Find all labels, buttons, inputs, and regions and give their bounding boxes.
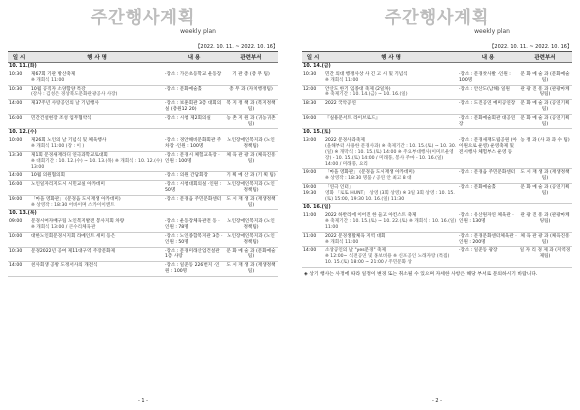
event-content: ·장소 : 문경읍 주민문화센터 (458, 169, 518, 184)
event-time: 09:00 (8, 218, 30, 232)
event-name-cell (30, 85, 164, 100)
event-dept: 총 무 과 (자치행정팀) (224, 85, 278, 100)
event-name-cell (30, 232, 164, 247)
event-name-cell (30, 114, 164, 129)
event-name-cell (30, 172, 164, 181)
day-label: 10. 15.(토) (303, 130, 331, 136)
event-time: 19:00 (302, 169, 324, 184)
event-content: ·장소 : 문경문화센터체육관 ·인원 : 200명 (458, 232, 518, 247)
event-note: ※ 상영작 : 18:30 어바이며 스카이이앤트 (31, 202, 115, 208)
event-dept: 노인장애인복지과 (노인정책팀) (224, 137, 278, 151)
event-time: 11:00 (302, 212, 324, 232)
event-content: ·장소 : 시청 제2회의실 (164, 114, 224, 129)
event-name-cell (324, 183, 458, 203)
event-row (302, 169, 572, 184)
event-content: ·장소 : 경안해비문화회관 주차장 ·인원 : 100명 (164, 137, 224, 151)
event-name: 소상공인의 날 "yes문경" 축제 (325, 248, 386, 254)
event-note: ※ 개회식 11:00 (325, 239, 359, 245)
event-time: 10:00 (8, 232, 30, 247)
event-note: ※ 개회식 11:00 (장 : 이 ) (31, 144, 85, 150)
event-row (8, 85, 278, 100)
event-row (8, 137, 278, 151)
event-time: 14:00 (302, 247, 324, 267)
column-header: 내 용 (164, 52, 224, 63)
column-header: 관련부서 (518, 52, 572, 63)
event-name-cell (324, 247, 458, 267)
event-name: 문경시여자배구팀 노인복지발전 봉사지회 차량 (31, 219, 125, 225)
event-dept: 문 화 예 술 과 (문화예술팀) (224, 247, 278, 262)
event-dept: 문 화 예 술 과 (공연기획팀) (518, 183, 572, 203)
event-content: ·장소 : 일준동 광장 (458, 247, 518, 267)
event-name: 안산도 한기 임종대 축제 (2일차) (325, 86, 391, 92)
event-dept: 노인장애인복지과 (노인정책팀) (224, 232, 278, 247)
event-time: 10:30 (302, 71, 324, 85)
event-note: ※ 상영작 : 18:30 명품 / 공연 안 최고 8 대 (325, 176, 412, 182)
event-name: 노인일자리지도시 시민교실 아카데미 (31, 182, 105, 188)
event-time: 19:00 (8, 195, 30, 210)
event-row (8, 218, 278, 232)
event-time: 13:00 (302, 137, 324, 168)
event-note: ※ 축제기간 : 10. 14.(금) ~ 10. 16.(일) (325, 92, 408, 98)
page-title: 주간행사계획 (384, 8, 490, 28)
event-time: 19:00 (302, 114, 324, 129)
event-dept: 일 자 리 경 제 과 (지역경제팀) (518, 247, 572, 267)
page-number: - 1 - (138, 398, 148, 404)
day-label: 10. 16.(일) (303, 205, 331, 211)
title-block (8, 6, 278, 42)
event-name: 2022 하반리에 이어진 한 들고 아킨스트 축제 (325, 213, 417, 219)
event-name-cell (324, 114, 458, 129)
event-name: 10월 의원협의회 (31, 173, 65, 179)
event-time: 10:30 (8, 71, 30, 85)
event-dept: 노인장애인복지과 (노인정책팀) (224, 181, 278, 196)
column-header: 일 시 (302, 52, 324, 63)
event-row (8, 172, 278, 181)
column-header: 내 용 (458, 52, 518, 63)
event-row (302, 232, 572, 247)
event-name: 문경2022년 공여 제11대구역 주장문화제 (31, 248, 116, 254)
event-note: ※ 축제기간 : 10. 15.(토) ~ 10. 22.(토) ※ 개회식 : 10. 16.(일) 11:00 (325, 219, 457, 230)
event-name: 2022 국악공연 (325, 101, 356, 107)
day-label: 10. 11.(화) (9, 64, 37, 69)
event-name-cell (324, 212, 458, 232)
day-row (8, 129, 278, 138)
event-name: 민간건설현장 조성 업무협약식 (31, 115, 92, 121)
event-name: 「연극 인터」 (325, 184, 354, 190)
day-row (8, 63, 278, 72)
event-note: 영화 「로또 HUNT」 상영 (3회 상영) ※ 3일 3회 상영 : 10. 15.(토) 15:00, 19:30 10. 16.(일) 11:30 (325, 190, 455, 202)
event-name: 제37주년 사랑공인의 날 기념행사 (31, 101, 99, 107)
event-dept: 도 시 재 생 과 (재생정책팀) (518, 169, 572, 184)
day-row (302, 204, 572, 213)
page-subtitle: weekly plan (474, 28, 510, 35)
event-name-cell (30, 218, 164, 232)
event-name-cell (30, 195, 164, 210)
event-name-cell (324, 169, 458, 184)
event-name-cell (30, 181, 164, 196)
period-label: 【2022. 10. 11. ~ 2022. 10. 16】 (489, 44, 572, 50)
event-note: (올해부터 사용한 문경사과) ※ 축제기간 : 10. 15.(토) ~ 10. 30.(일) ※ 개막식 : 10. 15.(토) 14:00 ※ 주요부대행사(이미르운영장) - 10. 15.(토) 14:00 / 미래풍, 봉사 주마 - 10. 16.(일) 14:00 / 미래풍, 요리 (325, 144, 457, 167)
event-row (8, 232, 278, 247)
schedule-table (302, 51, 572, 268)
event-name-cell (30, 71, 164, 85)
event-name-cell (324, 71, 458, 85)
page-1 (8, 6, 278, 406)
event-dept: 체 육 관 광 과 (체육진흥팀) (518, 232, 572, 247)
day-row (8, 210, 278, 219)
event-content: ·장소 : 유산원자연 체육관 ·인원 : 130명 (458, 212, 518, 232)
event-name: 2022 문경생활체육 지역 대회 (325, 233, 386, 239)
schedule-table (8, 51, 278, 277)
day-label: 10. 14.(금) (303, 64, 331, 69)
event-content: ·장소 : 보훈회관 3층 대회의실 (총원12 20) (164, 100, 224, 115)
footnote: ◈ 상기 행사는 사정에 따라 일정이 변경 또는 취소될 수 있으며 자세한 사항은 해당 부서로 문의하시기 바랍니다. (304, 271, 538, 277)
event-content: ·장소 : 도진공연 예미공연장 (458, 100, 518, 115)
event-note: ※ 개회식 11:00 (325, 77, 359, 83)
event-name-cell (324, 100, 458, 115)
event-dept: 기 관 총 (총 무 팀) (224, 71, 278, 85)
event-time: 14:00 (8, 262, 30, 277)
day-row (302, 63, 572, 72)
page-number: - 2 - (432, 398, 442, 404)
period-label: 【2022. 10. 11. ~ 2022. 10. 16】 (195, 44, 278, 50)
event-name: 제1회 문경새재라디 연극과학교토대회 (31, 152, 108, 158)
event-row (302, 212, 572, 232)
event-content: ·장소 : 문화예술홀 (458, 183, 518, 203)
event-note: (강사 : 김성은 경상북도문화관광공사 사장) (31, 92, 118, 98)
event-row (302, 183, 572, 203)
event-dept: 노인장애인복지과 (노인정책팀) (224, 218, 278, 232)
event-name: 『실용문서트 라이브로드』 (325, 115, 381, 121)
event-dept: 문 화 예 술 과 (공연기획팀) (518, 100, 572, 115)
event-content: ·장소 : 문경미래산업건설관 1층 사랑 (164, 247, 224, 262)
event-note: ※ 개회식 11:00 (31, 77, 65, 83)
day-row (302, 129, 572, 138)
event-row (302, 85, 572, 100)
event-time: 18:30 (302, 100, 324, 115)
event-name-cell (30, 262, 164, 277)
event-row (302, 247, 572, 267)
page-subtitle: weekly plan (180, 28, 216, 35)
event-content: ·장소 : 일준동 226번지 ·인원 : 100명 (164, 262, 224, 277)
event-content: ·장소 : 문경시 체험교육장 ·인원 : 100명 (164, 151, 224, 171)
column-header: 행 사 명 (30, 52, 164, 63)
page-2 (302, 6, 572, 406)
event-dept: 체 육 관 광 과 (체육진흥팀) (224, 151, 278, 171)
event-time: 12:00 (302, 85, 324, 100)
column-header: 일 시 (8, 52, 30, 63)
event-content: ·장소 : 문화예술홀 (164, 85, 224, 100)
event-dept: 도 시 재 생 과 (재생정책팀) (224, 262, 278, 277)
event-name: 10월 공직자 소양함양 특강 (31, 86, 86, 92)
event-name-cell (30, 100, 164, 115)
event-row (8, 262, 278, 277)
event-content: ·장소 : 가온초등학교 운동장 (164, 71, 224, 85)
event-content: ·장소 : 시청대회의실 ·인원 : 50명 (164, 181, 224, 196)
event-content: ·장소 : 노인종합복지관 3층 ·인원 : 50명 (164, 232, 224, 247)
event-time: 10:30 (8, 85, 30, 100)
event-note: ※ 대회기간 : 10. 12.(수) ~ 10. 13.(목) ※ 개회식 : 10. 12.(수) 13:00 (31, 158, 163, 170)
event-name: 민간 의대 행정사상 사 긴 고 시 및 기념식 (325, 72, 408, 77)
event-name-cell (30, 247, 164, 262)
event-row (302, 114, 572, 129)
title-block (302, 6, 572, 42)
event-dept: 문 화 예 술 과 (문화예술팀) (518, 71, 572, 85)
event-time: 11:00 (302, 232, 324, 247)
event-row (8, 181, 278, 196)
event-row (302, 137, 572, 168)
event-time: 19:00 19:30 (302, 183, 324, 203)
event-row (302, 100, 572, 115)
event-time: 14:00 (8, 172, 30, 181)
event-content: ·장소 : 문경새재도립공원 (아이원으로 운영) 운영축제 및 전시행사 체험부스 운영 등 (458, 137, 518, 168)
event-name: 친사회생 공방 도정서사의 개전식 (31, 263, 98, 269)
event-name-cell (30, 151, 164, 171)
event-name-cell (324, 137, 458, 168)
day-label: 10. 13.(목) (9, 211, 37, 217)
event-time: 13:30 (8, 151, 30, 171)
event-row (8, 151, 278, 171)
page-title: 주간행사계획 (90, 8, 196, 28)
event-time: 16:00 (8, 181, 30, 196)
event-dept: 문 화 예 술 과 (공연기획팀) (518, 114, 572, 129)
event-dept: 농 촌 지 원 과 (귀농귀촌팀) (224, 114, 278, 129)
event-name-cell (324, 232, 458, 247)
event-time: 16:00 (8, 114, 30, 129)
event-content: ·장소 : 안산도(남해) 일원 (458, 85, 518, 100)
event-name-cell (324, 85, 458, 100)
event-dept: 기 획 예 산 과 (기 획 팀) (224, 172, 278, 181)
event-row (8, 114, 278, 129)
event-name: 「마을 영화관」 (문경읍 도시재생 아카데미) (325, 170, 415, 176)
event-name: 제67회 기관 방산축제 (31, 72, 76, 77)
event-time: 14:00 (8, 100, 30, 115)
event-row (8, 247, 278, 262)
event-dept: 관 광 진 흥 과 (관광마케팅팀) (518, 85, 572, 100)
day-label: 10. 12.(수) (9, 130, 37, 136)
event-row (8, 100, 278, 115)
event-content: ·장소 : 의원 간담회장 (164, 172, 224, 181)
event-name: 「마을 영화관」 (문경읍 도시재생 아카데미) (31, 196, 121, 202)
event-time: 10:30 (8, 247, 30, 262)
event-name: 2022 문경사과축제 (325, 138, 365, 144)
event-content: ·장소 : 문경읍 주민문화센터 (164, 195, 224, 210)
event-dept: 농 정 과 (사 과 과 수 팀) (518, 137, 572, 168)
event-row (8, 71, 278, 85)
event-row (8, 195, 278, 210)
event-content: ·장소 : 운동장체육관전 동 ·인원 : 78명 (164, 218, 224, 232)
event-dept: 복 지 정 책 과 (복지정책팀) (224, 100, 278, 115)
column-header: 관련부서 (224, 52, 278, 63)
event-name: 제26회 노인의 날 기념식 및 체육행사 (31, 138, 107, 144)
event-content: ·장소 : 문화예술회관 대공연장 (458, 114, 518, 129)
column-header: 행 사 명 (324, 52, 458, 63)
event-dept: 도 시 재 생 과 (재생정책팀) (224, 195, 278, 210)
event-note: ※ 12:00~ 식전공연 및 홍보비용 ※ 신포공인 노래자랑 (특집) 10. 15.(토) 18:00 ~ 21:00 / 주민문화 상 (325, 254, 450, 265)
event-note: ※ 개회식 13:00 / 큰수리체육관 (31, 225, 96, 231)
event-name-cell (30, 137, 164, 151)
event-name: 대한노인회문경시지회 라메인트 세미 등은 (31, 233, 116, 239)
event-row (302, 71, 572, 85)
event-time: 10:00 (8, 137, 30, 151)
event-content: ·장소 : 문경찻사발 ·인원 : 100명 (458, 71, 518, 85)
event-dept: 관 광 진 흥 과 (관광마케팅팀) (518, 212, 572, 232)
